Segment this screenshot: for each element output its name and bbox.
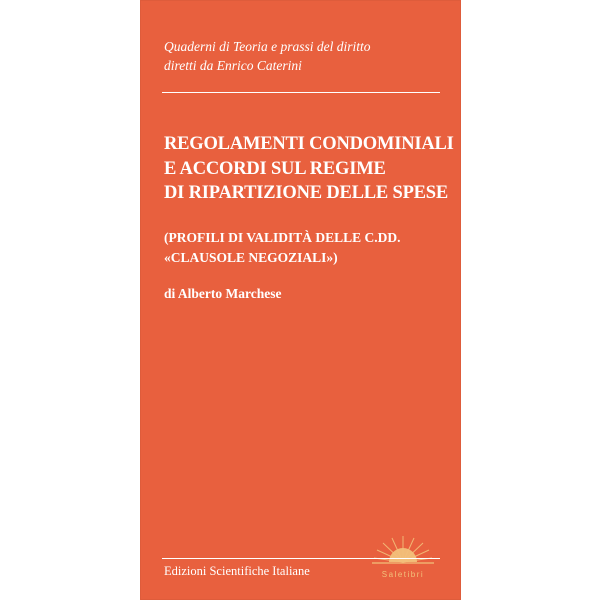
book-title-line-3: DI RIPARTIZIONE DELLE SPESE	[164, 183, 449, 203]
publisher-divider	[162, 558, 440, 559]
book-title	[164, 132, 454, 206]
book-subtitle-line-1: (PROFILI DI VALIDITÀ DELLE C.DD.	[164, 230, 401, 245]
book-cover	[140, 0, 461, 600]
book-title-line-2: E ACCORDI SUL REGIME	[164, 158, 386, 179]
publisher-name: Edizioni Scientifiche Italiane	[164, 564, 310, 578]
series-title: Quaderni di Teoria e prassi del diritto	[164, 39, 371, 54]
sunrise-logo-icon	[368, 532, 438, 592]
logo-text: Saletibri	[381, 570, 425, 579]
series-info	[164, 37, 434, 75]
book-author: di Alberto Marchese	[164, 286, 282, 301]
book-subtitle-line-2: «CLAUSOLE NEGOZIALI»)	[164, 250, 338, 265]
series-divider	[162, 92, 440, 93]
book-subtitle	[164, 228, 454, 268]
series-editor: diretti da Enrico Caterini	[164, 58, 302, 73]
book-title-line-1: REGOLAMENTI CONDOMINIALI	[164, 134, 454, 154]
